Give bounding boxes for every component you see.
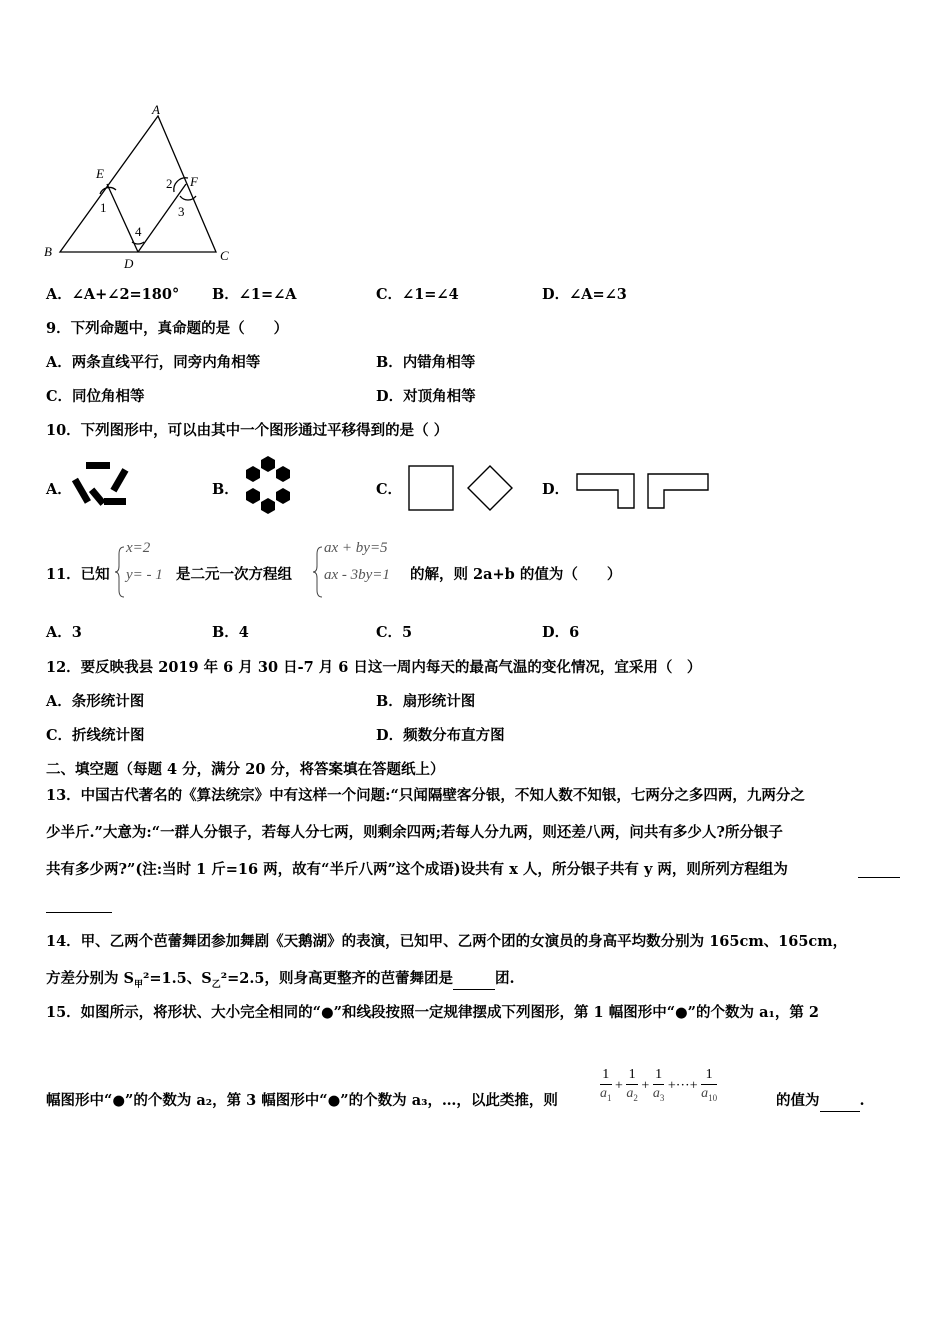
- q14-line2-pre: 方差分别为 S: [46, 970, 135, 987]
- q13-answer-blank-1[interactable]: [858, 877, 900, 878]
- q11-stem-mid: 是二元一次方程组: [176, 566, 292, 583]
- q11-stem-post: 的解，则 2a+b 的值为（ ）: [410, 566, 622, 583]
- q15-frac-1: $\frac{1}{a_1}$: [600, 1067, 612, 1103]
- q9-option-a[interactable]: A．两条直线平行，同旁内角相等: [46, 354, 261, 371]
- q13-line-2: 少半斤.”大意为:“一群人分银子，若每人分七两，则剩余四两;若每人分九两，则还差八两，问共有多少人?所分银子: [46, 824, 783, 841]
- q13-answer-blank-2[interactable]: [46, 912, 112, 913]
- q14-line2-post: ²=2.5，则身高更整齐的芭蕾舞团是: [220, 970, 453, 987]
- q11-sys2-eq2: ax - 3by=1: [324, 567, 390, 583]
- q13-line-1: 13．中国古代著名的《算法统宗》中有这样一个问题:“只闻隔壁客分银，不知人数不知银，七两分之多四两，九两分之: [46, 787, 805, 804]
- q11-option-b[interactable]: B．4: [212, 624, 249, 641]
- q10-option-b[interactable]: B．: [212, 481, 239, 498]
- q15-line-2: 幅图形中“●”的个数为 a₂，第 3 幅图形中“●”的个数为 a₃，…，以此类推，则: [46, 1092, 558, 1109]
- q8-option-d[interactable]: D．∠A=∠3: [542, 286, 627, 303]
- q12-option-c[interactable]: C．折线统计图: [46, 727, 145, 744]
- q9-option-d[interactable]: D．对顶角相等: [376, 388, 476, 405]
- q13-line-3: 共有多少两?”(注:当时 1 斤=16 两，故有“半斤八两”这个成语)设共有 x 人，所分银子共有 y 两，则所列方程组为: [46, 861, 788, 878]
- label-B: B: [44, 244, 52, 259]
- q15-line2-post: 的值为 .: [776, 1091, 865, 1112]
- q11-sys2-eq1: ax + by=5: [324, 540, 388, 556]
- q15-sum-expression: [600, 1066, 717, 1107]
- label-A: A: [152, 102, 160, 117]
- q14-mid: ²=1.5、S: [143, 970, 212, 987]
- q11-sys1-eq2: y= - 1: [126, 567, 163, 583]
- label-F: F: [190, 174, 198, 189]
- section-2-heading: 二、填空题（每题 4 分，满分 20 分，将答案填在答题纸上）: [46, 761, 445, 778]
- q14-answer-blank[interactable]: [453, 969, 495, 990]
- q15-frac-2: $\frac{1}{a_2}$: [626, 1067, 638, 1103]
- q12-option-a[interactable]: A．条形统计图: [46, 693, 145, 710]
- q12-stem: 12．要反映我县 2019 年 6 月 30 日-7 月 6 日这一周内每天的最高气温的变化情况，宜采用（ ）: [46, 659, 702, 676]
- q10-figure-b: [240, 456, 296, 514]
- plus-sign-2: +: [641, 1078, 650, 1094]
- angle-3: 3: [178, 204, 185, 219]
- q15-line-1: 15．如图所示，将形状、大小完全相同的“●”和线段按照一定规律摆成下列图形，第 1 幅图形中“●”的个数为 a₁，第 2: [46, 1004, 819, 1021]
- angle-1: 1: [100, 200, 107, 215]
- q10-option-d[interactable]: D．: [542, 481, 570, 498]
- q14-line2-end: 团.: [495, 970, 515, 987]
- q14-line-2: [46, 969, 515, 995]
- q8-option-b[interactable]: B．∠1=∠A: [212, 286, 297, 303]
- plus-sign-1: +: [615, 1078, 623, 1094]
- q8-option-c[interactable]: C．∠1=∠4: [376, 286, 459, 303]
- q9-option-c[interactable]: C．同位角相等: [46, 388, 145, 405]
- q11-stem-pre: 11．已知: [46, 566, 110, 583]
- q10-figure-d: [574, 472, 714, 512]
- q11-brace-2: [313, 546, 323, 598]
- q9-stem: 9．下列命题中，真命题的是（ ）: [46, 320, 289, 337]
- q11-option-c[interactable]: C．5: [376, 624, 413, 641]
- ellipsis: ···: [675, 1078, 690, 1094]
- q15-answer-blank[interactable]: [820, 1091, 860, 1112]
- q10-stem: 10．下列图形中，可以由其中一个图形通过平移得到的是（ ）: [46, 422, 449, 439]
- q12-option-b[interactable]: B．扇形统计图: [376, 693, 476, 710]
- q15-frac-10: $\frac{1}{a_{10}}$: [701, 1067, 718, 1103]
- q9-option-b[interactable]: B．内错角相等: [376, 354, 476, 371]
- label-E: E: [96, 166, 104, 181]
- triangle-figure: [40, 100, 240, 270]
- q14-sub-jia: 甲: [134, 979, 144, 990]
- q11-option-a[interactable]: A．3: [46, 624, 82, 641]
- q11-sys1-eq1: x=2: [126, 540, 151, 556]
- plus-sign-4: +: [689, 1078, 698, 1094]
- q10-option-c[interactable]: C．: [376, 481, 403, 498]
- q8-option-a[interactable]: A．∠A+∠2=180°: [46, 286, 180, 303]
- q10-figure-c: [406, 464, 516, 514]
- q11-brace-1: [115, 546, 125, 598]
- q10-figure-a: [78, 462, 128, 512]
- plus-sign-3: +: [667, 1078, 676, 1094]
- angle-2: 2: [166, 176, 173, 191]
- angle-4: 4: [135, 224, 142, 239]
- q12-option-d[interactable]: D．频数分布直方图: [376, 727, 505, 744]
- label-C: C: [220, 248, 229, 263]
- q15-frac-3: $\frac{1}{a_3}$: [652, 1067, 665, 1103]
- label-D: D: [124, 256, 134, 271]
- q11-option-d[interactable]: D．6: [542, 624, 580, 641]
- q14-sub-yi: 乙: [211, 979, 221, 990]
- q10-option-a[interactable]: A．: [46, 481, 72, 498]
- q14-line-1: 14．甲、乙两个芭蕾舞团参加舞剧《天鹅湖》的表演，已知甲、乙两个团的女演员的身高平均数分别为 165cm、165cm，: [46, 933, 848, 950]
